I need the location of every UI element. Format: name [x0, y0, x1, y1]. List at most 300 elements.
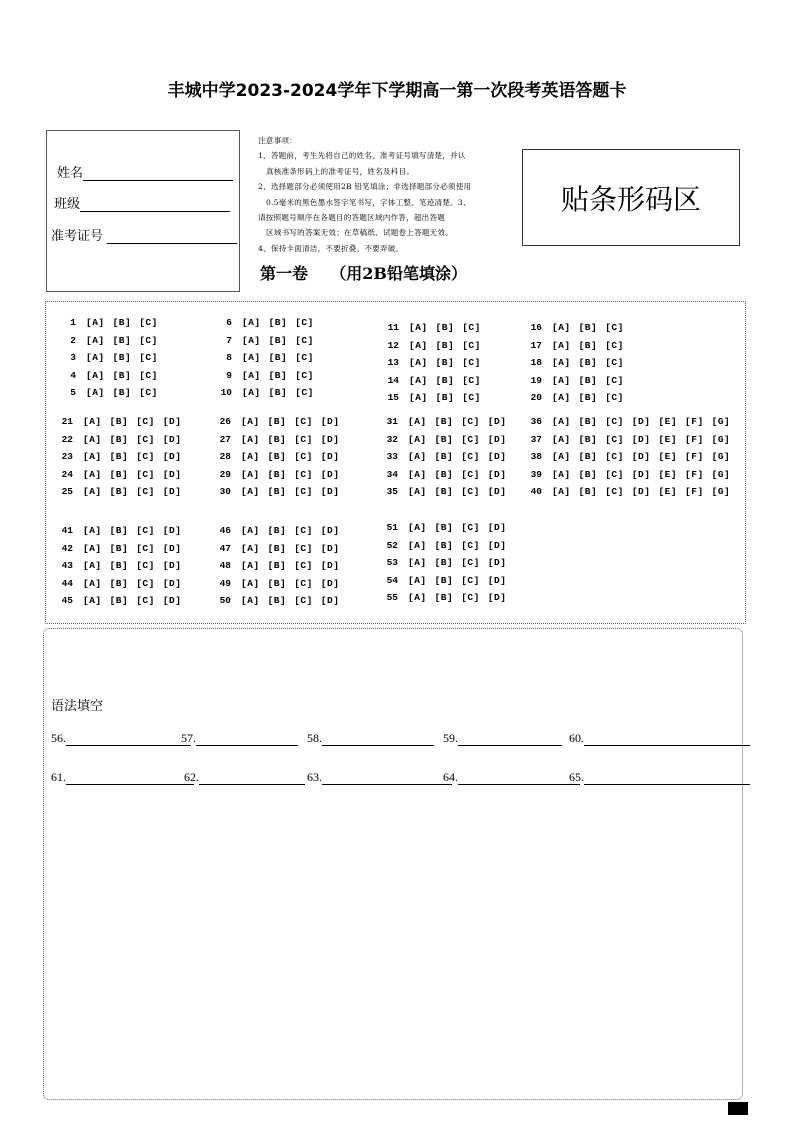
answer-bubble[interactable]: [C]	[461, 451, 480, 463]
answer-bubble[interactable]: [C]	[605, 486, 624, 498]
answer-bubble[interactable]: [B]	[434, 522, 454, 534]
answer-bubble[interactable]: [B]	[578, 433, 598, 445]
answer-bubble[interactable]: [B]	[109, 595, 129, 607]
grammar-fill-area	[43, 628, 743, 1100]
answer-bubble[interactable]: [A]	[552, 392, 571, 404]
question-row	[207, 540, 347, 558]
answer-bubble[interactable]: [C]	[462, 357, 481, 369]
answer-bubble[interactable]: [A]	[409, 392, 428, 404]
question-row	[207, 431, 347, 449]
answer-bubble[interactable]: [A]	[408, 433, 427, 445]
question-row	[375, 319, 489, 337]
answer-bubble[interactable]: [B]	[578, 451, 598, 463]
blank-number: 59.	[443, 731, 458, 745]
answer-bubble[interactable]: [A]	[408, 574, 427, 586]
question-number: 18	[530, 357, 542, 369]
answer-bubble[interactable]: [A]	[242, 387, 261, 399]
answer-bubble[interactable]: [B]	[109, 486, 129, 498]
question-number: 26	[219, 416, 231, 428]
answer-bubble[interactable]: [D]	[487, 486, 507, 498]
answer-bubble[interactable]: [D]	[320, 595, 340, 607]
answer-bubble[interactable]: [C]	[294, 486, 313, 498]
blank-line[interactable]	[584, 772, 750, 785]
exam-id-field[interactable]	[51, 225, 237, 244]
answer-bubble[interactable]: [A]	[242, 317, 261, 329]
answer-bubble[interactable]: [C]	[136, 433, 155, 445]
answer-bubble[interactable]: [C]	[139, 352, 158, 364]
answer-bubble[interactable]: [A]	[241, 433, 260, 445]
answer-bubble[interactable]: [A]	[241, 451, 260, 463]
answer-bubble[interactable]: [B]	[267, 560, 287, 572]
answer-bubble[interactable]: [B]	[578, 357, 598, 369]
blank-number: 63.	[307, 770, 322, 784]
answer-bubble[interactable]: [C]	[295, 352, 314, 364]
answer-bubble[interactable]: [C]	[136, 595, 155, 607]
answer-bubble[interactable]: [C]	[605, 392, 624, 404]
answer-bubble[interactable]: [A]	[83, 451, 102, 463]
answer-bubble[interactable]: [C]	[136, 451, 155, 463]
answer-bubble[interactable]: [D]	[320, 577, 340, 589]
answer-bubble[interactable]: [A]	[552, 357, 571, 369]
answer-bubble[interactable]: [A]	[552, 486, 571, 498]
answer-bubble[interactable]: [C]	[461, 574, 480, 586]
question-row	[374, 589, 514, 607]
question-number: 12	[387, 339, 399, 351]
answer-bubble[interactable]: [C]	[136, 468, 155, 480]
answer-bubble[interactable]: [D]	[320, 486, 340, 498]
answer-bubble[interactable]: [G]	[711, 451, 731, 463]
answer-bubble[interactable]: [B]	[268, 334, 288, 346]
answer-bubble[interactable]: [F]	[685, 486, 704, 498]
answer-bubble[interactable]: [E]	[658, 416, 678, 428]
answer-bubble[interactable]: [C]	[605, 339, 624, 351]
answer-bubble[interactable]: [B]	[109, 451, 129, 463]
question-number: 22	[61, 433, 73, 445]
answer-bubble[interactable]: [B]	[435, 392, 455, 404]
question-number: 20	[530, 392, 542, 404]
question-row	[518, 483, 738, 501]
question-number: 8	[226, 352, 232, 364]
answer-bubble[interactable]: [B]	[434, 468, 454, 480]
answer-bubble[interactable]: [C]	[295, 317, 314, 329]
question-row	[49, 431, 189, 449]
blank-line[interactable]	[458, 772, 580, 785]
answer-bubble[interactable]: [D]	[320, 468, 340, 480]
question-row	[49, 466, 189, 484]
answer-bubble[interactable]: [B]	[434, 433, 454, 445]
question-number: 54	[386, 574, 398, 586]
answer-bubble[interactable]: [B]	[267, 577, 287, 589]
answer-bubble[interactable]: [A]	[83, 486, 102, 498]
question-row	[518, 337, 632, 355]
answer-bubble[interactable]: [D]	[162, 595, 182, 607]
answer-bubble[interactable]: [D]	[320, 542, 340, 554]
blank-line[interactable]	[196, 733, 298, 746]
answer-bubble[interactable]: [A]	[409, 374, 428, 386]
answer-bubble[interactable]: [B]	[109, 560, 129, 572]
answer-bubble[interactable]: [D]	[487, 557, 507, 569]
answer-bubble[interactable]: [B]	[268, 369, 288, 381]
answer-bubble[interactable]: [C]	[462, 392, 481, 404]
answer-bubble[interactable]: [A]	[408, 416, 427, 428]
answer-bubble[interactable]: [A]	[241, 416, 260, 428]
question-number: 24	[61, 468, 73, 480]
answer-bubble[interactable]: [B]	[267, 433, 287, 445]
question-row	[49, 575, 189, 593]
answer-bubble[interactable]: [B]	[112, 369, 132, 381]
answer-bubble[interactable]: [C]	[294, 595, 313, 607]
answer-bubble[interactable]: [C]	[139, 369, 158, 381]
answer-bubble[interactable]: [B]	[434, 574, 454, 586]
answer-bubble[interactable]: [D]	[162, 560, 182, 572]
answer-bubble[interactable]: [B]	[112, 317, 132, 329]
answer-bubble[interactable]: [F]	[685, 433, 704, 445]
answer-bubble[interactable]: [A]	[83, 577, 102, 589]
question-row	[518, 354, 632, 372]
question-row	[375, 389, 489, 407]
answer-bubble[interactable]: [B]	[267, 525, 287, 537]
answer-bubble[interactable]: [A]	[83, 542, 102, 554]
answer-bubble[interactable]: [C]	[136, 577, 155, 589]
name-field[interactable]	[57, 162, 233, 181]
answer-bubble[interactable]: [A]	[241, 560, 260, 572]
answer-bubble[interactable]: [D]	[631, 486, 651, 498]
answer-bubble[interactable]: [B]	[578, 322, 598, 334]
answer-bubble[interactable]: [C]	[139, 387, 158, 399]
answer-bubble[interactable]: [C]	[294, 451, 313, 463]
answer-bubble[interactable]: [B]	[267, 542, 287, 554]
answer-blank[interactable]	[443, 731, 562, 746]
answer-bubble[interactable]: [C]	[605, 451, 624, 463]
question-number: 34	[386, 468, 398, 480]
answer-bubble[interactable]: [A]	[552, 468, 571, 480]
answer-bubble[interactable]: [A]	[552, 433, 571, 445]
class-field[interactable]	[54, 193, 230, 212]
answer-bubble[interactable]: [C]	[139, 317, 158, 329]
blank-line[interactable]	[66, 772, 194, 785]
question-row	[518, 431, 738, 449]
answer-bubble[interactable]: [A]	[552, 374, 571, 386]
answer-blank[interactable]	[307, 770, 452, 785]
answer-bubble[interactable]: [D]	[487, 539, 507, 551]
question-row	[207, 575, 347, 593]
answer-bubble[interactable]: [D]	[487, 433, 507, 445]
answer-bubble[interactable]: [A]	[241, 577, 260, 589]
answer-bubble[interactable]: [D]	[631, 433, 651, 445]
question-number: 32	[386, 433, 398, 445]
answer-bubble[interactable]: [D]	[487, 592, 507, 604]
question-row	[374, 483, 514, 501]
answer-bubble[interactable]: [A]	[86, 369, 105, 381]
answer-bubble[interactable]: [A]	[409, 357, 428, 369]
answer-bubble[interactable]: [C]	[461, 522, 480, 534]
answer-bubble[interactable]: [C]	[605, 357, 624, 369]
question-row	[374, 572, 514, 590]
answer-bubble[interactable]: [A]	[241, 525, 260, 537]
answer-bubble[interactable]: [D]	[162, 525, 182, 537]
answer-bubble[interactable]: [E]	[658, 451, 678, 463]
answer-bubble[interactable]: [D]	[487, 468, 507, 480]
question-row	[207, 522, 347, 540]
answer-bubble[interactable]: [A]	[408, 451, 427, 463]
answer-bubble[interactable]: [B]	[109, 416, 129, 428]
answer-bubble[interactable]: [C]	[605, 322, 624, 334]
answer-bubble[interactable]: [B]	[435, 339, 455, 351]
answer-bubble[interactable]: [C]	[605, 374, 624, 386]
answer-blank[interactable]	[184, 770, 305, 785]
answer-bubble[interactable]: [C]	[461, 468, 480, 480]
answer-blank[interactable]	[181, 731, 298, 746]
answer-bubble[interactable]: [E]	[658, 433, 678, 445]
answer-bubble[interactable]: [G]	[711, 486, 731, 498]
answer-bubble[interactable]: [A]	[242, 369, 261, 381]
answer-bubble[interactable]: [B]	[267, 595, 287, 607]
answer-bubble[interactable]: [B]	[578, 486, 598, 498]
answer-bubble[interactable]: [A]	[86, 352, 105, 364]
answer-bubble[interactable]: [B]	[267, 416, 287, 428]
answer-bubble[interactable]: [A]	[83, 468, 102, 480]
answer-blank[interactable]	[51, 731, 191, 746]
answer-bubble[interactable]: [F]	[685, 468, 704, 480]
answer-bubble[interactable]: [D]	[320, 451, 340, 463]
answer-bubble[interactable]: [C]	[462, 374, 481, 386]
answer-bubble[interactable]: [G]	[711, 433, 731, 445]
blank-line[interactable]	[458, 733, 562, 746]
answer-bubble[interactable]: [A]	[408, 592, 427, 604]
answer-bubble[interactable]: [G]	[711, 416, 731, 428]
answer-bubble[interactable]: [C]	[605, 416, 624, 428]
answer-bubble[interactable]: [B]	[109, 542, 129, 554]
answer-bubble[interactable]: [C]	[295, 387, 314, 399]
answer-bubble[interactable]: [A]	[86, 317, 105, 329]
instructions	[258, 133, 508, 256]
answer-bubble[interactable]: [C]	[294, 468, 313, 480]
answer-bubble[interactable]: [C]	[294, 525, 313, 537]
question-number: 38	[530, 451, 542, 463]
answer-bubble[interactable]: [D]	[162, 451, 182, 463]
answer-bubble[interactable]: [A]	[83, 416, 102, 428]
class-line[interactable]	[80, 199, 230, 212]
question-row	[518, 319, 632, 337]
answer-bubble[interactable]: [B]	[267, 486, 287, 498]
question-row	[374, 554, 514, 572]
answer-bubble[interactable]: [A]	[408, 468, 427, 480]
answer-bubble[interactable]: [B]	[434, 486, 454, 498]
answer-bubble[interactable]: [C]	[461, 486, 480, 498]
answer-bubble[interactable]: [C]	[294, 560, 313, 572]
instructions-heading: 注意事项：	[258, 136, 297, 145]
answer-bubble[interactable]: [C]	[461, 433, 480, 445]
answer-bubble[interactable]: [D]	[320, 560, 340, 572]
answer-bubble[interactable]: [C]	[462, 339, 481, 351]
answer-bubble[interactable]: [C]	[461, 539, 480, 551]
answer-bubble[interactable]: [B]	[435, 322, 455, 334]
answer-bubble[interactable]: [A]	[242, 352, 261, 364]
answer-bubble[interactable]: [D]	[487, 522, 507, 534]
answer-bubble[interactable]: [C]	[605, 468, 624, 480]
answer-bubble[interactable]: [D]	[487, 416, 507, 428]
question-number: 28	[219, 451, 231, 463]
answer-bubble[interactable]: [C]	[461, 592, 480, 604]
blank-line[interactable]	[322, 772, 452, 785]
answer-bubble[interactable]: [C]	[136, 416, 155, 428]
blank-line[interactable]	[584, 733, 750, 746]
answer-bubble[interactable]: [D]	[487, 451, 507, 463]
answer-bubble[interactable]: [B]	[578, 339, 598, 351]
answer-blank[interactable]	[51, 770, 194, 785]
answer-bubble[interactable]: [B]	[268, 317, 288, 329]
answer-blank[interactable]	[307, 731, 434, 746]
answer-bubble[interactable]: [B]	[112, 334, 132, 346]
answer-bubble[interactable]: [D]	[162, 433, 182, 445]
answer-bubble[interactable]: [D]	[162, 486, 182, 498]
answer-bubble[interactable]: [A]	[552, 322, 571, 334]
answer-bubble[interactable]: [B]	[267, 468, 287, 480]
answer-bubble[interactable]: [A]	[552, 451, 571, 463]
answer-bubble[interactable]: [D]	[631, 416, 651, 428]
answer-bubble[interactable]: [C]	[461, 557, 480, 569]
answer-bubble[interactable]: [B]	[112, 387, 132, 399]
question-number: 41	[61, 525, 73, 537]
answer-bubble[interactable]: [B]	[268, 352, 288, 364]
answer-bubble[interactable]: [A]	[83, 595, 102, 607]
answer-bubble[interactable]: [A]	[408, 557, 427, 569]
answer-bubble[interactable]: [A]	[409, 339, 428, 351]
question-number: 17	[530, 339, 542, 351]
answer-bubble[interactable]: [A]	[241, 595, 260, 607]
question-number: 6	[226, 317, 232, 329]
answer-bubble[interactable]: [C]	[294, 416, 313, 428]
answer-bubble[interactable]: [C]	[605, 433, 624, 445]
question-number: 15	[387, 392, 399, 404]
answer-bubble[interactable]: [C]	[136, 560, 155, 572]
answer-bubble[interactable]: [D]	[487, 574, 507, 586]
question-row	[49, 522, 189, 540]
question-row	[375, 337, 489, 355]
answer-bubble[interactable]: [A]	[408, 486, 427, 498]
question-row	[207, 448, 347, 466]
answer-bubble[interactable]: [C]	[295, 334, 314, 346]
answer-bubble[interactable]: [A]	[552, 339, 571, 351]
answer-bubble[interactable]: [C]	[136, 542, 155, 554]
answer-bubble[interactable]: [D]	[320, 433, 340, 445]
answer-bubble[interactable]: [B]	[109, 468, 129, 480]
answer-bubble[interactable]: [D]	[162, 468, 182, 480]
question-number: 48	[219, 560, 231, 572]
question-group	[518, 413, 738, 501]
answer-bubble[interactable]: [B]	[434, 416, 454, 428]
question-row	[207, 592, 347, 610]
blank-number: 56.	[51, 731, 66, 745]
question-number: 31	[386, 416, 398, 428]
answer-bubble[interactable]: [A]	[241, 486, 260, 498]
answer-bubble[interactable]: [F]	[685, 451, 704, 463]
answer-bubble[interactable]: [B]	[434, 557, 454, 569]
answer-bubble[interactable]: [D]	[162, 577, 182, 589]
answer-bubble[interactable]: [A]	[408, 522, 427, 534]
name-line[interactable]	[83, 168, 233, 181]
question-number: 7	[226, 334, 232, 346]
answer-bubble[interactable]: [B]	[434, 539, 454, 551]
answer-bubble[interactable]: [C]	[294, 542, 313, 554]
answer-bubble[interactable]: [G]	[711, 468, 731, 480]
answer-bubble[interactable]: [B]	[109, 433, 129, 445]
answer-bubble[interactable]: [B]	[109, 577, 129, 589]
answer-bubble[interactable]: [A]	[86, 334, 105, 346]
answer-bubble[interactable]: [A]	[241, 468, 260, 480]
answer-bubble[interactable]: [E]	[658, 468, 678, 480]
answer-bubble[interactable]: [C]	[136, 486, 155, 498]
answer-bubble[interactable]: [C]	[462, 322, 481, 334]
answer-bubble[interactable]: [B]	[267, 451, 287, 463]
answer-bubble[interactable]: [A]	[242, 334, 261, 346]
answer-bubble[interactable]: [B]	[434, 592, 454, 604]
blank-line[interactable]	[199, 772, 305, 785]
answer-bubble[interactable]: [B]	[112, 352, 132, 364]
answer-bubble[interactable]: [B]	[435, 374, 455, 386]
answer-bubble[interactable]: [A]	[86, 387, 105, 399]
answer-bubble[interactable]: [B]	[268, 387, 288, 399]
answer-bubble[interactable]: [D]	[631, 451, 651, 463]
answer-bubble[interactable]: [C]	[294, 433, 313, 445]
answer-blank[interactable]	[569, 770, 750, 785]
answer-bubble[interactable]: [D]	[162, 416, 182, 428]
answer-bubble[interactable]: [D]	[631, 468, 651, 480]
answer-bubble[interactable]: [C]	[294, 577, 313, 589]
answer-bubble[interactable]: [B]	[434, 451, 454, 463]
answer-bubble[interactable]: [B]	[578, 468, 598, 480]
question-group	[49, 522, 189, 610]
answer-bubble[interactable]: [D]	[320, 416, 340, 428]
blank-line[interactable]	[66, 733, 191, 746]
answer-bubble[interactable]: [B]	[578, 392, 598, 404]
answer-bubble[interactable]: [B]	[578, 416, 598, 428]
answer-bubble[interactable]: [B]	[435, 357, 455, 369]
question-number: 13	[387, 357, 399, 369]
question-number: 11	[387, 322, 399, 334]
answer-bubble[interactable]: [C]	[295, 369, 314, 381]
blank-line[interactable]	[322, 733, 434, 746]
question-number: 40	[530, 486, 542, 498]
question-group	[374, 519, 514, 607]
answer-bubble[interactable]: [C]	[139, 334, 158, 346]
answer-bubble[interactable]: [E]	[658, 486, 678, 498]
answer-bubble[interactable]: [A]	[83, 433, 102, 445]
answer-bubble[interactable]: [A]	[409, 322, 428, 334]
question-number: 37	[530, 433, 542, 445]
answer-bubble[interactable]: [A]	[83, 560, 102, 572]
answer-bubble[interactable]: [C]	[136, 525, 155, 537]
answer-bubble[interactable]: [D]	[320, 525, 340, 537]
answer-bubble[interactable]: [B]	[578, 374, 598, 386]
answer-bubble[interactable]: [C]	[461, 416, 480, 428]
question-row	[49, 483, 189, 501]
answer-blank[interactable]	[443, 770, 580, 785]
answer-bubble[interactable]: [A]	[552, 416, 571, 428]
answer-bubble[interactable]: [F]	[685, 416, 704, 428]
question-row	[518, 448, 738, 466]
answer-bubble[interactable]: [A]	[83, 525, 102, 537]
answer-blank[interactable]	[569, 731, 750, 746]
instruction-line: 0.5毫米的黑色墨水签字笔书写，字体工整、笔迹清楚。3、	[266, 197, 471, 207]
answer-bubble[interactable]: [B]	[109, 525, 129, 537]
answer-bubble[interactable]: [A]	[241, 542, 260, 554]
question-row	[374, 448, 514, 466]
answer-bubble[interactable]: [A]	[408, 539, 427, 551]
exam-id-line[interactable]	[107, 231, 237, 244]
answer-bubble[interactable]: [D]	[162, 542, 182, 554]
blank-number: 64.	[443, 770, 458, 784]
